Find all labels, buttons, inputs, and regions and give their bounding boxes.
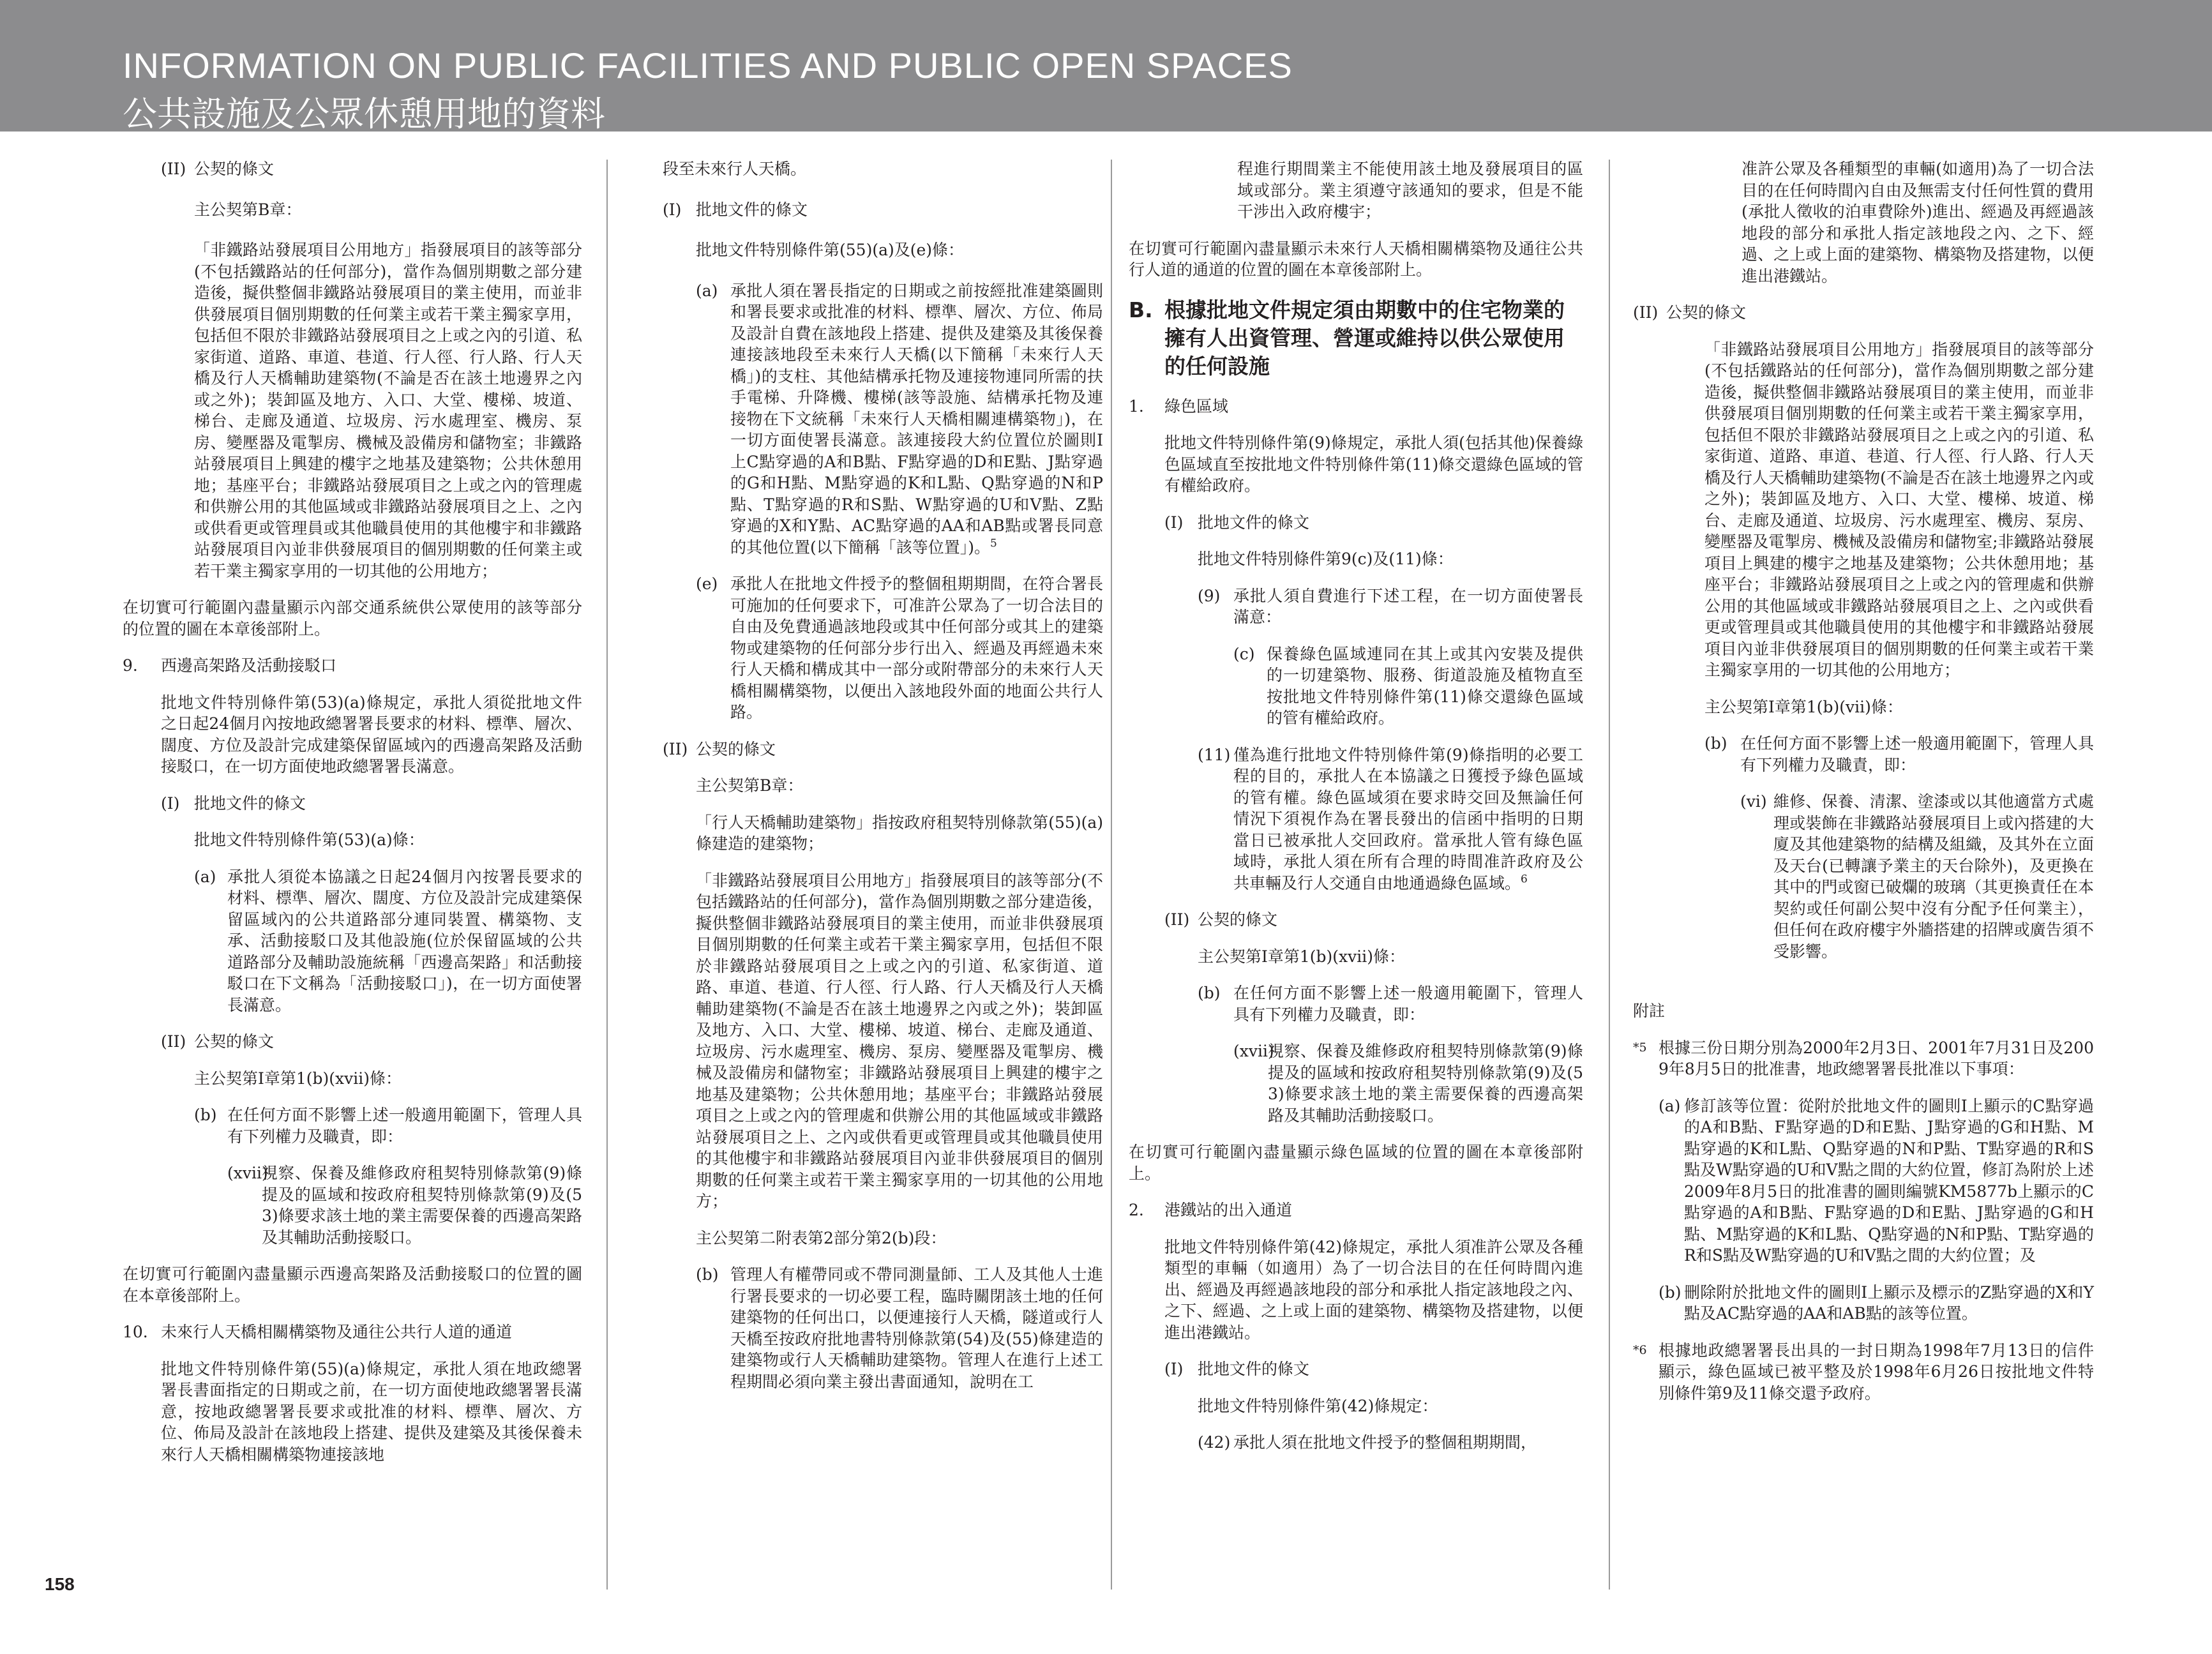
column-divider <box>606 160 608 1590</box>
header-title-en: INFORMATION ON PUBLIC FACILITIES AND PUBLIC OPEN SPACES <box>123 45 1293 86</box>
clause-item: (11) 僅為進行批地文件特別條件第(9)條指明的必要工程的目的，承批人在本協議之日獲授予綠色區域的管有權。綠色區域須在要求時交回及無論任何情況下須視作為在署長發出的信函中指明的日期當日已被承批人交回政府。當承批人管有綠色區域時，承批人須在所有合理的時間准許政府及公共車輛及行人交通自由地通過綠色區域。$^6$ <box>1198 745 1583 892</box>
section-body: 批地文件特別條件第(55)(a)條規定，承批人須在地政總署署長書面指定的日期或之前，在一切方面使地政總署署長滿意，按地政總署署長要求或批准的材料、標準、層次、方位、佈局及設計在該地段上搭建、提供及建築及其後保養未來行人天橋相關構築物連接該地 <box>161 1359 582 1464</box>
section-heading: 9. 西邊高架路及活動接駁口 <box>123 656 337 675</box>
definition-paragraph: 「行人天橋輔助建築物」指按政府租契特別條款第(55)(a)條建造的建築物； <box>696 813 1103 853</box>
clause-item: (b) 在任何方面不影響上述一般適用範圍下，管理人具有下列權力及職責，即： <box>1198 984 1583 1024</box>
page-number: 158 <box>45 1574 75 1594</box>
section-heading: 2. 港鐵站的出入通道 <box>1129 1201 1293 1219</box>
plan-note: 在切實可行範圍內盡量顯示內部交通系統供公眾使用的該等部分的位置的圖在本章後部附上。 <box>123 598 582 638</box>
clause-ref: 主公契第I章第1(b)(xvii)條： <box>1198 947 1406 966</box>
clause-ref: 主公契第B章： <box>696 776 804 795</box>
definition-paragraph: 「非鐵路站發展項目公用地方」指發展項目的該等部分(不包括鐵路站的任何部分)，當作為個別期數之部分建造後，擬供整個非鐵路站發展項目的業主使用，而並非供發展項目個別期數的任何業主或若干業主獨家享用，包括但不限於非鐵路站發展項目之上或之內的引道、私家街道、道路、車道、巷道、行人徑、行人路、行人天橋及行人天橋輔助建築物(不論是否在該土地邊界之內或之外)；裝卸區及地方、入口、大堂、樓梯、坡道、梯台、走廊及通道、垃圾房、污水處理室、機房、泵房、變壓器及電掣房、機械及設備房和儲物室;非鐵路站發展項目上興建的樓宇之地基及建築物；公共休憩用地；基座平台；非鐵路站發展項目之上或之內的管理處和供辦公用的其他區域或非鐵路站發展項目之上、之內或供看更或管理員或其他職員使用的其他樓宇和非鐵路站發展項目內並非供發展項目的個別期數的任何業主或若干業主獨家享用的一切其他的公用地方； <box>1704 340 2094 679</box>
subheading: (II) 公契的條文 <box>161 160 275 178</box>
clause-ref: 批地文件特別條件第9(c)及(11)條： <box>1198 550 1454 568</box>
column-2 <box>663 158 1103 1408</box>
definition-paragraph: 「非鐵路站發展項目公用地方」指發展項目的該等部分(不包括鐵路站的任何部分)，當作為個別期數之部分建造後，擬供整個非鐵路站發展項目的業主使用，而並非供發展項目個別期數的任何業主或若干業主獨家享用，包括但不限於非鐵路站發展項目之上或之內的引道、私家街道、道路、車道、巷道、行人徑、行人路、行人天橋及行人天橋輔助建築物(不論是否在該土地邊界之內或之外)；裝卸區及地方、入口、大堂、樓梯、坡道、梯台、走廊及通道、垃圾房、污水處理室、機房、泵房、變壓器及電掣房、機械及設備房和儲物室；非鐵路站發展項目上興建的樓宇之地基及建築物；公共休憩用地；基座平台；非鐵路站發展項目之上或之內的管理處和供辦公用的其他區域或非鐵路站發展項目之上、之內或供看更或管理員或其他職員使用的其他樓宇和非鐵路站發展項目內並非供發展項目的個別期數的任何業主或若干業主獨家享用的一切其他的公用地方； <box>696 871 1103 1210</box>
subheading: (II) 公契的條文 <box>1633 303 1747 322</box>
column-1 <box>123 158 582 1480</box>
continued-text: 段至未來行人天橋。 <box>663 160 807 178</box>
clause-ref: 批地文件特別條件第(53)(a)條： <box>194 831 425 849</box>
subheading: (I) 批地文件的條文 <box>1164 513 1310 532</box>
plan-note: 在切實可行範圍內盡量顯示綠色區域的位置的圖在本章後部附上。 <box>1129 1143 1583 1183</box>
clause-item: (a) 承批人須從本協議之日起24個月內按署長要求的材料、標準、層次、闊度、方位及設計完成建築保留區域內的公共道路部分連同裝置、構築物、支承、活動接駁口及其他設施(位於保留區域的公共道路部分及輔助設施統稱「西邊高架路」和活動接駁口在下文稱為「活動接駁口」)，在一切方面使署長滿意。 <box>194 867 582 1014</box>
footnote: *5 根據三份日期分別為2000年2月3日、2001年7月31日及2009年8月5日的批准書，地政總署署長批准以下事項： <box>1633 1038 2094 1078</box>
clause-item: (b) 管理人有權帶同或不帶同測量師、工人及其他人士進行署長要求的一切必要工程，臨時關閉該土地的任何建築物的任何出口，以便連接行人天橋，隧道或行人天橋至按政府批地書特別條款第(54)及(55)條建造的建築物或行人天橋輔助建築物。管理人在進行上述工程期間必須向業主發出書面通知，說明在工 <box>696 1265 1103 1391</box>
clause-item: (42) 承批人須在批地文件授予的整個租期期間， <box>1198 1433 1537 1452</box>
subheading: (I) 批地文件的條文 <box>161 793 306 813</box>
column-3 <box>1129 158 1583 1469</box>
column-4 <box>1633 158 2094 1419</box>
column-divider <box>1111 160 1112 1590</box>
clause-ref: 批地文件特別條件第(42)條規定： <box>1198 1396 1438 1415</box>
plan-note: 在切實可行範圍內盡量顯示未來行人天橋相關構築物及通往公共行人道的通道的位置的圖在本章後部附上。 <box>1129 239 1583 279</box>
clause-subitem: (vi) 維修、保養、清潔、塗漆或以其他適當方式處理或裝飾在非鐵路站發展項目上或內搭建的大廈及其他建築物的結構及組織，及其外在立面及天台(已轉讓予業主的天台除外)，及更換在其中的門或窗已破爛的玻璃（其更換責任在本契約或任何副公契中沒有分配予任何業主），但任何在政府樓宇外牆搭建的招牌或廣告須不受影響。 <box>1740 792 2094 961</box>
footnote-item: (a) 修訂該等位置：從附於批地文件的圖則I上顯示的C點穿過的A和B點、F點穿過的D和E點、J點穿過的G和H點、M點穿過的K和L點、Q點穿過的N和P點、T點穿過的R和S點及W點穿過的U和V點之間的大約位置，修訂為附於上述2009年8月5日的批准書的圖則編號KM5877b上顯示的C點穿過的A和B點、F點穿過的D和E點、J點穿過的G和H點、M點穿過的K和L點、Q點穿過的N和P點、T點穿過的R和S點及W點穿過的U和V點之間的大約位置；及 <box>1659 1096 2094 1265</box>
page-header <box>0 0 2212 132</box>
continued-text: 程進行期間業主不能使用該土地及發展項目的區域或部分。業主須遵守該通知的要求，但是不能干涉出入政府樓宇； <box>1237 160 1583 221</box>
clause-item: (b) 在任何方面不影響上述一般適用範圍下，管理人具有下列權力及職責，即： <box>1704 734 2094 774</box>
section-body: 批地文件特別條件第(53)(a)條規定，承批人須從批地文件之日起24個月內按地政總署署長要求的材料、標準、層次、闊度、方位及設計完成建築保留區域內的西邊高架路及活動接駁口，在一切方面使地政總署署長滿意。 <box>161 693 582 776</box>
subheading: (II) 公契的條文 <box>663 739 776 758</box>
section-heading: 1. 綠色區域 <box>1129 396 1229 416</box>
clause-subitem: (xvii) 視察、保養及維修政府租契特別條款第(9)條提及的區域和按政府租契特別條款第(9)及(53)條要求該土地的業主需要保養的西邊高架路及其輔助活動接駁口。 <box>1233 1042 1583 1125</box>
footnote-marker: 5 <box>990 537 997 550</box>
clause-ref: 主公契第I章第1(b)(xvii)條： <box>194 1069 402 1088</box>
definition-paragraph: 「非鐵路站發展項目公用地方」指發展項目的該等部分(不包括鐵路站的任何部分)，當作為個別期數之部分建造後，擬供整個非鐵路站發展項目的業主使用，而並非供發展項目個別期數的任何業主或若干業主獨家享用，包括但不限於非鐵路站發展項目之上或之內的引道、私家街道、道路、車道、巷道、行人徑、行人路、行人天橋及行人天橋輔助建築物(不論是否在該土地邊界之內或之外)；裝卸區及地方、入口、大堂、樓梯、坡道、梯台、走廊及通道、垃圾房、污水處理室、機房、泵房、變壓器及電掣房、機械及設備房和儲物室；非鐵路站發展項目上興建的樓宇之地基及建築物；公共休憩用地；基座平台；非鐵路站發展項目之上或之內的管理處和供辦公用的其他區域或非鐵路站發展項目之上、之內或供看更或管理員或其他職員使用的其他樓宇和非鐵路站發展項目內並非供發展項目的個別期數的任何業主或若干業主獨家享用的一切其他的公用地方； <box>194 241 582 580</box>
clause-item: (a) 承批人須在署長指定的日期或之前按經批准建築圖則和署長要求或批准的材料、標準、層次、方位、佈局及設計自費在該地段上搭建、提供及建築及其後保養連接該地段至未來行人天橋(以下簡稱「未來行人天橋」)的支柱、其他結構承托物及連接物連同所需的扶手電梯、升降機、樓梯(該等設施、結構承托物及連接物在下文統稱「未來行人天橋相關連構築物」)，在一切方面使署長滿意。該連接段大約位置位於圖則I上C點穿過的A和B點、F點穿過的D和E點、J點穿過的G和H點、M點穿過的K和L點、Q點穿過的N和P點、T點穿過的R和S點、W點穿過的U和V點、Z點穿過的X和Y點、AC點穿過的AA和AB點或署長同意的其他位置(以下簡稱「該等位置」)。$^5$ <box>696 281 1103 557</box>
footnote-marker: 6 <box>1521 873 1528 886</box>
subheading: (I) 批地文件的條文 <box>1164 1360 1310 1378</box>
clause-item: (b) 在任何方面不影響上述一般適用範圍下，管理人具有下列權力及職責，即： <box>194 1106 582 1146</box>
column-divider <box>1609 160 1610 1590</box>
subheading: (II) 公契的條文 <box>161 1032 275 1051</box>
clause-ref: 主公契第二附表第2部分第2(b)段： <box>696 1228 947 1247</box>
plan-note: 在切實可行範圍內盡量顯示西邊高架路及活動接駁口的位置的圖在本章後部附上。 <box>123 1265 582 1305</box>
section-body: 批地文件特別條件第(9)條規定，承批人須(包括其他)保養綠色區域直至按批地文件特別條件第(11)條交還綠色區域的管有權給政府。 <box>1164 433 1583 495</box>
clause-item: (9) 承批人須自費進行下述工程，在一切方面使署長滿意： <box>1198 586 1583 626</box>
header-title-zh: 公共設施及公眾休憩用地的資料 <box>123 94 605 134</box>
clause-ref: 主公契第B章： <box>194 200 302 219</box>
footnote: *6 根據地政總署署長出具的一封日期為1998年7月13日的信件顯示，綠色區域已被平整及於1998年6月26日按批地文件特別條件第9及11條交還予政府。 <box>1633 1341 2094 1402</box>
subheading: (II) 公契的條文 <box>1164 910 1278 929</box>
clause-ref: 主公契第I章第1(b)(vii)條： <box>1704 697 1903 716</box>
clause-subitem: (c) 保養綠色區域連同在其上或其內安裝及提供的一切建築物、服務、街道設施及植物直至按批地文件特別條件第(11)條交還綠色區域的管有權給政府。 <box>1233 644 1583 727</box>
continued-text: 准許公眾及各種類型的車輛(如適用)為了一切合法目的在任何時間內自由及無需支付任何性質的費用(承批人徵收的泊車費除外)進出、經過及再經過該地段的部分和承批人指定該地段之內、之下、經過、之上或上面的建築物、構築物及搭建物，以便進出港鐵站。 <box>1742 160 2094 285</box>
subheading: (I) 批地文件的條文 <box>663 200 808 219</box>
section-body: 批地文件特別條件第(42)條規定，承批人須准許公眾及各種類型的車輛（如適用）為了一切合法目的在任何時間內進出、經過及再經過該地段的部分和承批人指定該地段之內、之下、經過、之上或上面的建築物、構築物及搭建物，以便進出港鐵站。 <box>1164 1237 1583 1342</box>
notes-title: 附註 <box>1633 1002 1666 1020</box>
clause-ref: 批地文件特別條件第(55)(a)及(e)條： <box>696 241 965 259</box>
clause-item: (e) 承批人在批地文件授予的整個租期期間，在符合署長可施加的任何要求下，可准許公眾為了一切合法目的自由及免費通過該地段或其中任何部分或其上的建築物或建築物的任何部分步行出入、經過及再經過未來行人天橋和構成其中一部分或附帶部分的未來行人天橋相關構築物，以便出入該地段外面的地面公共行人路。 <box>696 575 1103 721</box>
section-heading: 10. 未來行人天橋相關構築物及通往公共行人道的通道 <box>123 1323 513 1341</box>
section-b-heading: B. 根據批地文件規定須由期數中的住宅物業的擁有人出資管理、營運或維持以供公眾使用的任何設施 <box>1129 297 1565 379</box>
clause-subitem: (xvii) 視察、保養及維修政府租契特別條款第(9)條提及的區域和按政府租契特別條款第(9)及(53)條要求該土地的業主需要保養的西邊高架路及其輔助活動接駁口。 <box>227 1164 582 1247</box>
footnote-item: (b) 刪除附於批地文件的圖則I上顯示及標示的Z點穿過的X和Y點及AC點穿過的AA和AB點的該等位置。 <box>1659 1282 2094 1323</box>
